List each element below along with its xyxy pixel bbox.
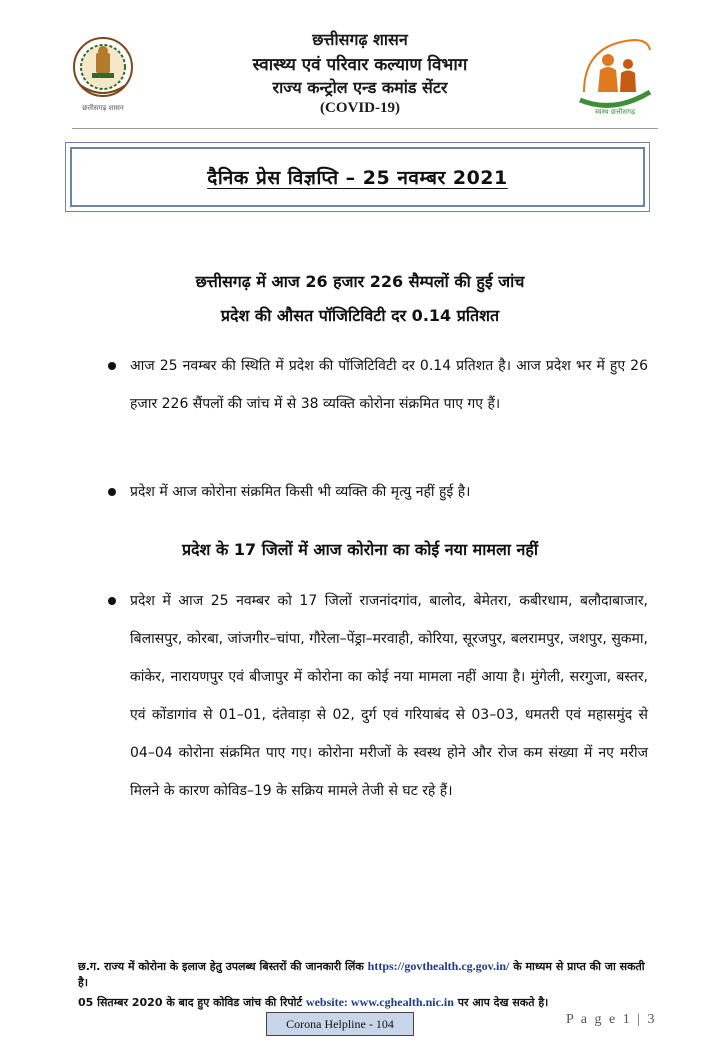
healthy-chhattisgarh-logo-icon [574,30,656,116]
list-item [108,473,648,511]
section1-heading2: प्रदेश की औसत पॉजिटिविटी दर 0.14 प्रतिशत [220,306,500,325]
section1-heading1: छत्तीसगढ़ में आज 26 हजार 226 सैम्पलों की हुई जांच [195,272,525,291]
title-inner-border [70,147,645,207]
page-number: P a g e 1 | 3 [566,1012,657,1027]
cghealth-link[interactable]: website: www.cghealth.nic.in [305,995,454,1009]
beds-info-end: के माध्यम से प्राप्त की जा सकती है। [78,960,645,989]
report-info-end: पर आप देख सकते है। [457,996,549,1009]
bullet-text: आज 25 नवम्बर की स्थिति में प्रदेश की पॉजिटिविटी दर 0.14 प्रतिशत है। आज प्रदेश भर में हुए 26 हजार 226 सैंपलों की जांच में से 38 व्यक्ति कोरोना संक्रमित पाए गए हैं। [130,358,648,412]
covid-label: (COVID-19) [320,100,400,116]
govthealth-link[interactable]: https://govthealth.cg.gov.in/ [367,959,510,973]
beds-info-line [78,958,658,991]
command-center-name: राज्य कन्ट्रोल एन्ड कमांड सेंटर [272,78,448,97]
logo-caption: स्वस्थ छत्तीसगढ़ [594,108,636,116]
beds-info-text: छ.ग. राज्य में कोरोना के इलाज हेतु उपलब्ध बिस्तरों की जानकारी लिंक [78,960,364,973]
department-name: स्वास्थ्य एवं परिवार कल्याण विभाग [252,55,468,75]
list-item [108,347,648,423]
govt-name: छत्तीसगढ़ शासन [312,30,408,49]
list-item [108,582,648,810]
emblem-caption: छत्तीसगढ़ शासन [82,104,124,112]
helpline-badge: Corona Helpline - 104 [266,1012,414,1036]
title-box [65,142,650,212]
section2-heading: प्रदेश के 17 जिलों में आज कोरोना का कोई नया मामला नहीं [181,540,539,559]
press-release-title: दैनिक प्रेस विज्ञप्ति – 25 नवम्बर 2021 [207,167,508,189]
report-info-line [78,994,658,1011]
bullet-text: प्रदेश में आज 25 नवम्बर को 17 जिलों राजनांदगांव, बालोद, बेमेतरा, कबीरधाम, बलौदाबाजार, बिलासपुर, कोरबा, जांजगीर–चांपा, गौरेला–पेंड्रा–मरवाही, कोरिया, सूरजपुर, बलरामपुर, जशपुर, सुकमा, कांकेर, नारायणपुर एवं बीजापुर में कोरोना का कोई नया मामला नहीं आया है। मुंगेली, सरगुजा, बस्तर, एवं कोंडागांव से 01–01, दंतेवाड़ा से 02, दुर्ग एवं गरियाबंद से 03–03, धमतरी एवं महासमुंद से 04–04 कोरोना संक्रमित पाए गए। कोरोना मरीजों के स्वस्थ होने और रोज कम संख्या में नए मरीज मिलने के कारण कोविड–19 के सक्रिय मामले तेजी से घट रहे हैं। [130,593,648,799]
header-divider [72,128,658,129]
bullet-text: प्रदेश में आज कोरोना संक्रमित किसी भी व्यक्ति की मृत्यु नहीं हुई है। [130,484,471,500]
document-header [0,0,720,130]
report-info-text: 05 सितम्बर 2020 के बाद हुए कोविड जांच की रिपोर्ट [78,996,303,1009]
